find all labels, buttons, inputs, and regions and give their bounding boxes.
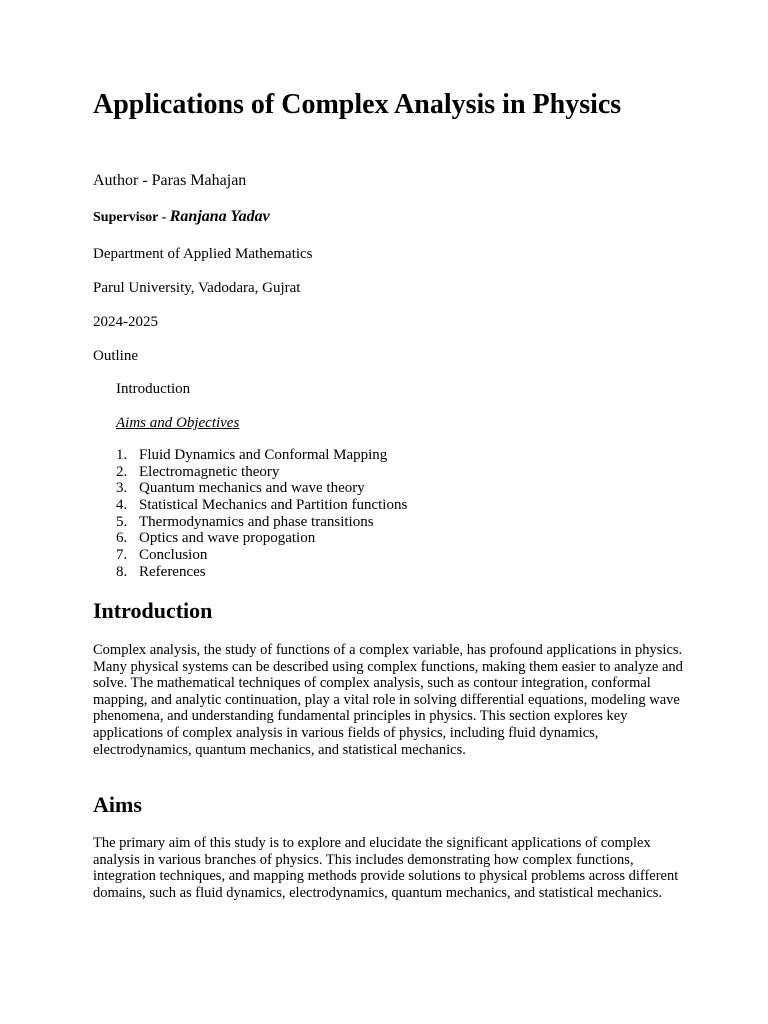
supervisor-name: Ranjana Yadav (169, 208, 270, 225)
outline-item-number: 5. (116, 513, 128, 530)
aims-paragraph: The primary aim of this study is to explore and elucidate the significant applications of complex analysis in various branches of physics. This includes demonstrating how complex functions, integration techniques, and mapping methods provide solutions to physical problems across different domains, such as fluid dynamics, electrodynamics, quantum mechanics, and statistical mechanics. (93, 835, 679, 901)
university: Parul University, Vadodara, Gujrat (93, 280, 301, 296)
document-title: Applications of Complex Analysis in Physics (93, 89, 622, 120)
outline-item-text: Statistical Mechanics and Partition functions (139, 497, 408, 514)
outline-aims-link[interactable]: Aims and Objectives (116, 415, 240, 431)
outline-item-number: 7. (116, 547, 128, 564)
aims-heading: Aims (93, 792, 142, 817)
outline-item-text: Fluid Dynamics and Conformal Mapping (139, 447, 388, 463)
outline-item-text: References (139, 563, 206, 580)
introduction-heading: Introduction (93, 598, 213, 623)
author-line: Author - Paras Mahajan (93, 172, 247, 189)
outline-item-text: Electromagnetic theory (139, 463, 280, 480)
supervisor-label: Supervisor - (93, 210, 170, 225)
outline-item-number: 1. (116, 447, 128, 463)
supervisor-line (93, 208, 270, 227)
outline-item-text: Thermodynamics and phase transitions (139, 513, 374, 530)
outline-item-number: 2. (116, 463, 128, 480)
outline-item-text: Quantum mechanics and wave theory (139, 480, 365, 497)
outline-item-number: 6. (116, 530, 128, 547)
outline-introduction: Introduction (116, 381, 191, 397)
outline-label: Outline (93, 348, 138, 364)
outline-item-number: 4. (116, 497, 128, 514)
academic-year: 2024-2025 (93, 314, 158, 330)
outline-item-number: 8. (116, 563, 128, 580)
outline-item-text: Optics and wave propogation (139, 530, 316, 547)
outline-item-number: 3. (116, 480, 128, 497)
outline-item-text: Conclusion (139, 547, 208, 564)
department: Department of Applied Mathematics (93, 246, 313, 262)
introduction-paragraph: Complex analysis, the study of functions of a complex variable, has profound applications in physics. Many physical systems can be described using complex functions, making them easier to analyze and solve. The mathematical techniques of complex analysis, such as contour integration, conformal mapping, and analytic continuation, play a vital role in solving differential equations, modeling wave phenomena, and understanding fundamental principles in physics. This section explores key applications of complex analysis in various fields of physics, including fluid dynamics, electrodynamics, quantum mechanics, and statistical mechanics. (93, 642, 683, 758)
